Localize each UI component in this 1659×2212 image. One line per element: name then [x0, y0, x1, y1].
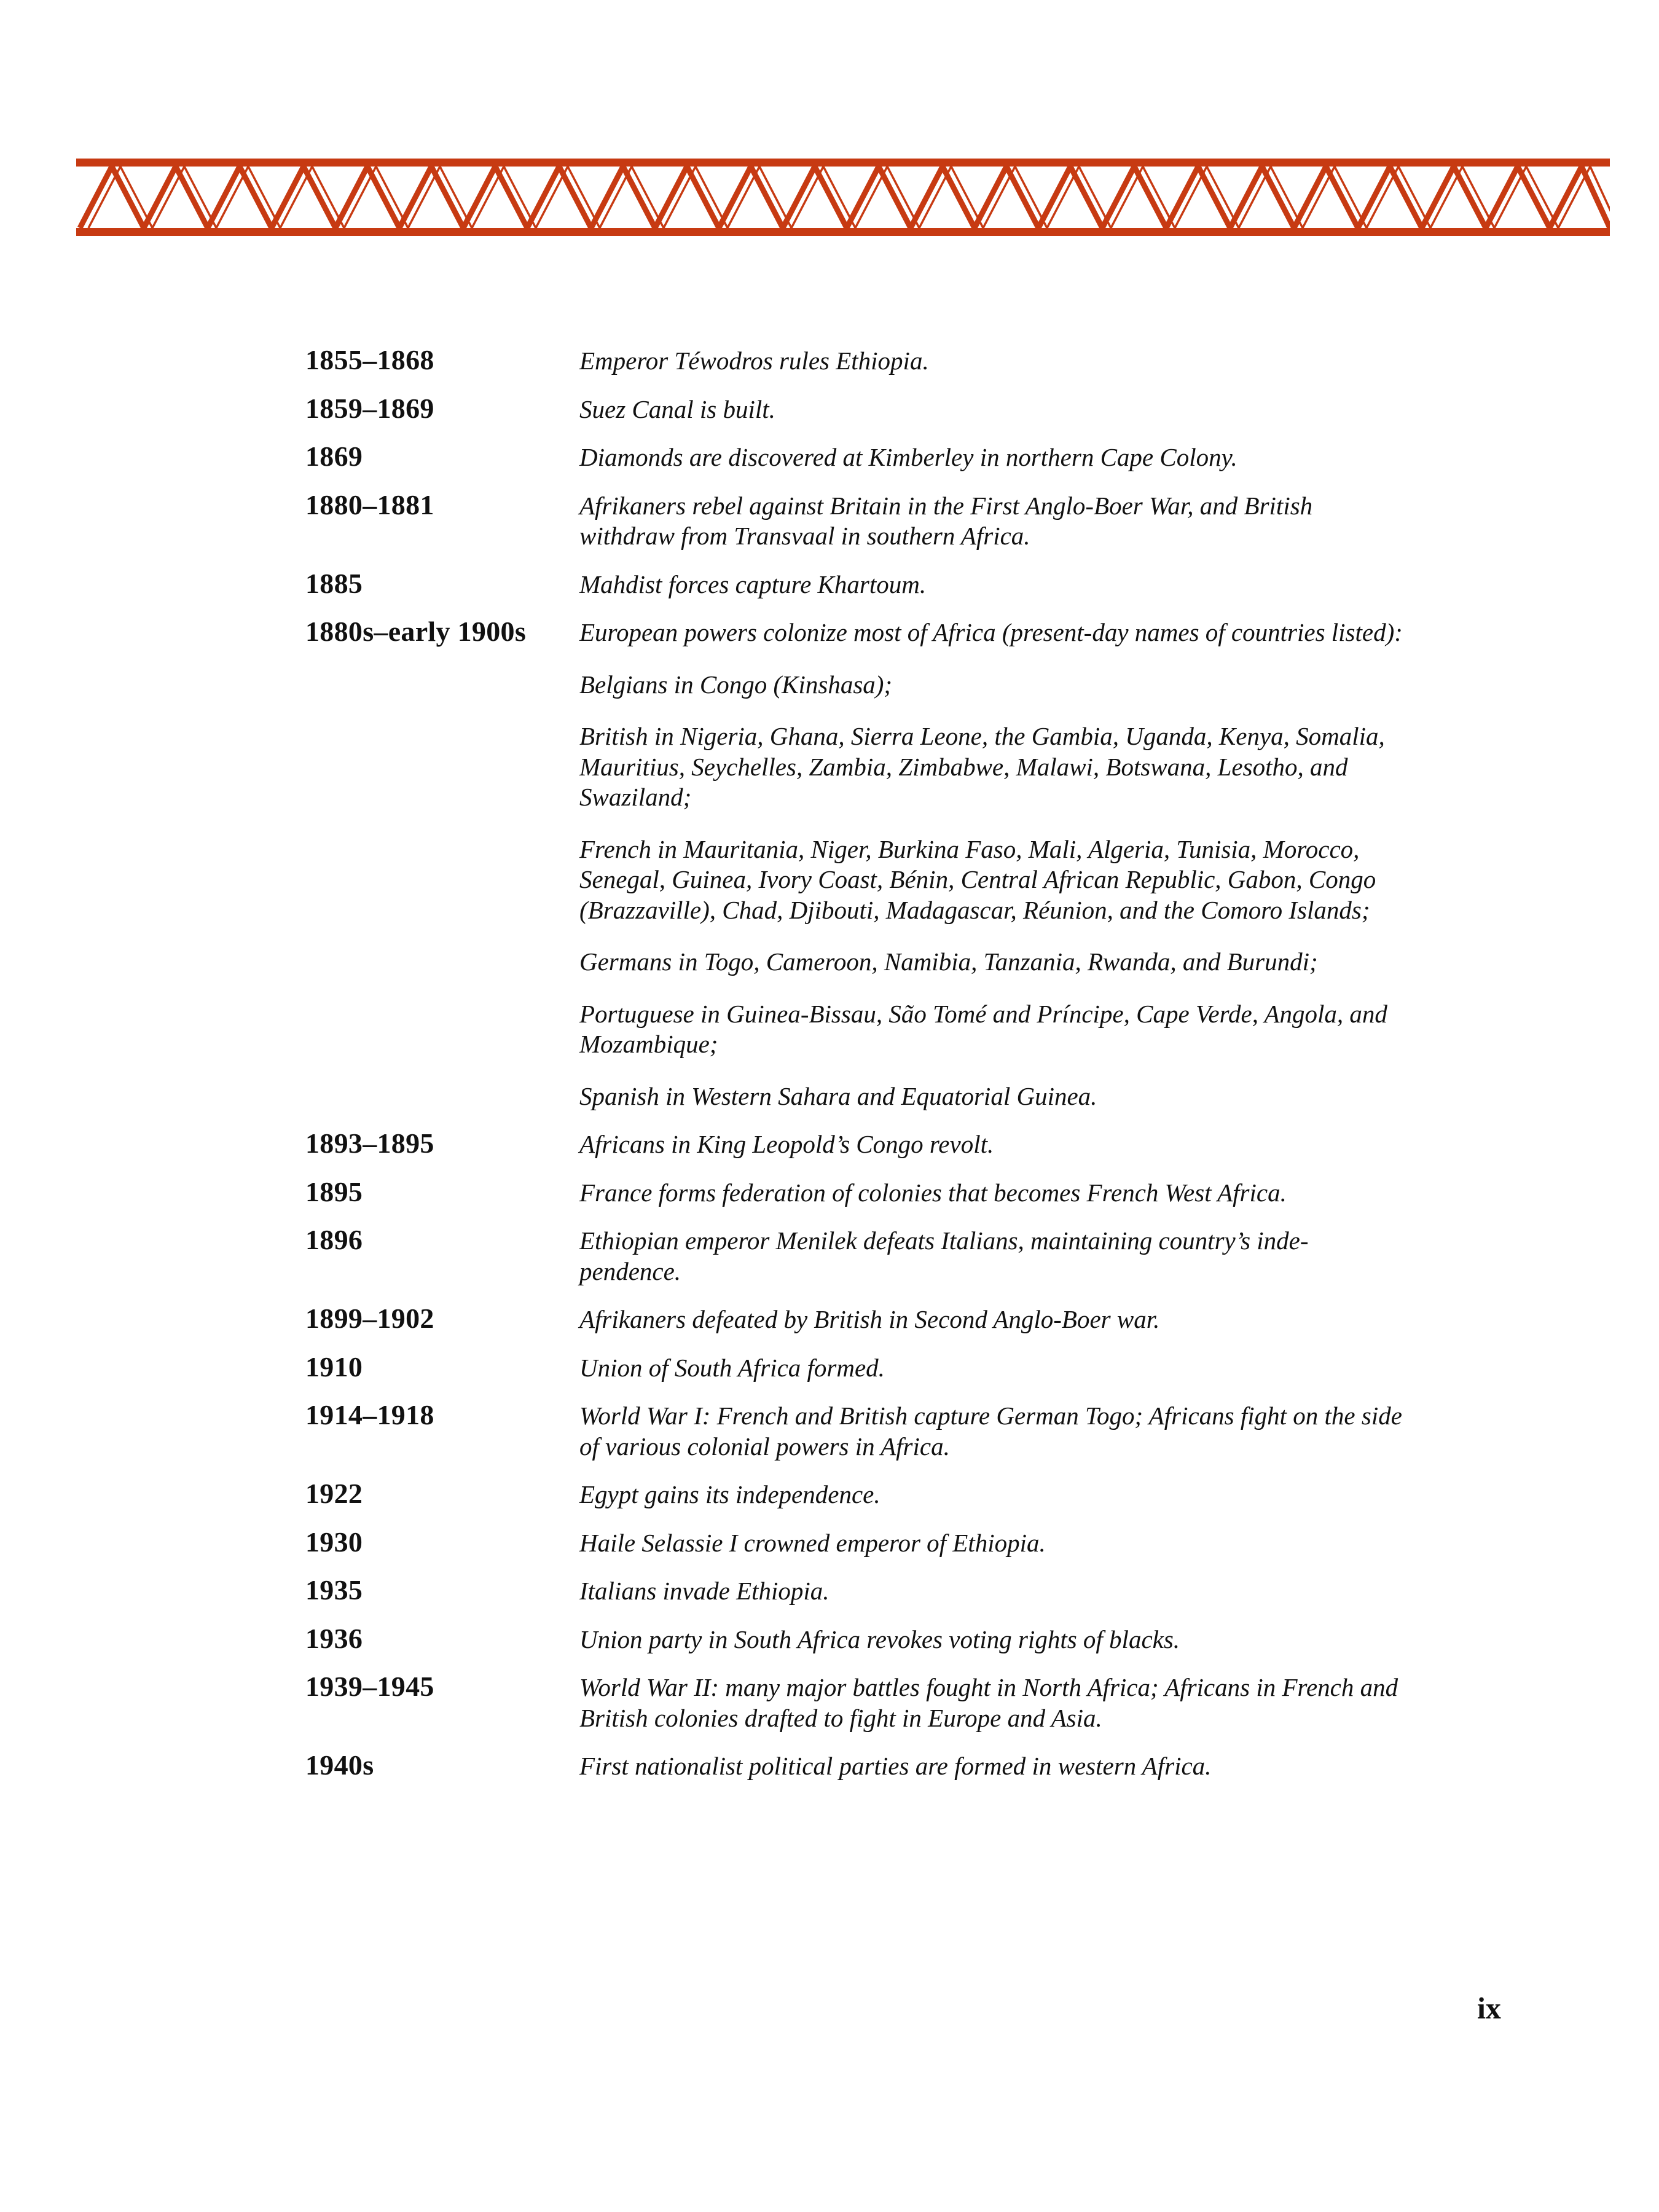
timeline-entry [305, 1672, 1411, 1733]
timeline-events [579, 1672, 1411, 1733]
timeline-entry [305, 1751, 1411, 1782]
timeline-year: 1922 [305, 1478, 363, 1509]
timeline-entry [305, 1177, 1411, 1209]
timeline-event-text: Egypt gains its independence. [579, 1480, 880, 1508]
timeline-event-text: Portuguese in Guinea-Bissau, São Tomé and Príncipe, Cape Verde, Angola, and Mozambique; [579, 999, 1387, 1058]
timeline-year: 1930 [305, 1526, 363, 1558]
timeline-year: 1895 [305, 1175, 363, 1207]
timeline-year: 1899–1902 [305, 1303, 434, 1334]
timeline-year: 1880s–early 1900s [305, 616, 527, 647]
timeline-event-text: World War I: French and British capture German Togo; Africans fight on the side of various colonial powers in Africa. [579, 1402, 1402, 1461]
timeline-events [579, 1624, 1411, 1655]
timeline-events [579, 1129, 1411, 1160]
timeline-entry [305, 1400, 1411, 1462]
timeline-events [579, 1575, 1411, 1607]
timeline-entry [305, 442, 1411, 473]
timeline-event-text: Africans in King Leopold’s Congo revolt. [579, 1130, 994, 1158]
timeline-entry [305, 1129, 1411, 1160]
timeline-entry [305, 1304, 1411, 1335]
timeline-events [579, 569, 1411, 600]
timeline-events [579, 442, 1411, 473]
zigzag-stroke [80, 167, 1610, 228]
timeline-events [579, 1225, 1411, 1287]
timeline-entry [305, 617, 1411, 1112]
timeline-events [579, 1177, 1411, 1209]
timeline-event-text: France forms federation of colonies that becomes French West Africa. [579, 1178, 1287, 1207]
timeline-event-text: Ethiopian emperor Menilek defeats Italians, maintaining country’s inde- pendence. [579, 1226, 1309, 1285]
timeline-event-text: World War II: many major battles fought in North Africa; Africans in French and British colonies drafted to fight in Europe and Asia. [579, 1673, 1398, 1732]
timeline-event-text: French in Mauritania, Niger, Burkina Faso, Mali, Algeria, Tunisia, Morocco, Senegal, Guinea, Ivory Coast, Bénin, Central African Republic, Gabon, Congo (Brazzaville), Chad, Djibouti, Madagascar, Réunion, and the Comoro Islands; [579, 834, 1376, 924]
timeline-event-text: First nationalist political parties are formed in western Africa. [579, 1752, 1212, 1780]
timeline-year: 1935 [305, 1574, 363, 1606]
timeline-event-text: Germans in Togo, Cameroon, Namibia, Tanzania, Rwanda, and Burundi; [579, 947, 1318, 976]
timeline-events [579, 1479, 1411, 1510]
timeline-events [579, 394, 1411, 425]
timeline-year: 1893–1895 [305, 1128, 434, 1159]
timeline-year: 1936 [305, 1622, 363, 1654]
timeline-event-text: Afrikaners rebel against Britain in the First Anglo-Boer War, and British withdraw from Transvaal in southern Africa. [579, 491, 1313, 550]
timeline-list [305, 345, 1411, 1799]
timeline-events [579, 1352, 1411, 1384]
decorative-zigzag-border [76, 159, 1610, 236]
timeline-events [579, 617, 1411, 1112]
timeline-entry [305, 1528, 1411, 1559]
timeline-events [579, 1528, 1411, 1559]
timeline-event-text: Union party in South Africa revokes voting rights of blacks. [579, 1625, 1180, 1653]
timeline-entry [305, 394, 1411, 425]
timeline-entry [305, 1479, 1411, 1510]
timeline-entry [305, 1575, 1411, 1607]
timeline-event-text: Haile Selassie I crowned emperor of Ethiopia. [579, 1528, 1046, 1557]
timeline-event-text: European powers colonize most of Africa (present-day names of countries listed): [579, 618, 1403, 646]
timeline-year: 1869 [305, 441, 363, 472]
timeline-event-text: Emperor Téwodros rules Ethiopia. [579, 347, 929, 375]
timeline-entry [305, 1352, 1411, 1384]
timeline-events [579, 490, 1411, 552]
timeline-event-text: Italians invade Ethiopia. [579, 1577, 830, 1605]
timeline-year: 1885 [305, 567, 363, 599]
timeline-event-text: Diamonds are discovered at Kimberley in northern Cape Colony. [579, 443, 1237, 471]
timeline-event-text: Belgians in Congo (Kinshasa); [579, 670, 893, 699]
timeline-entry [305, 569, 1411, 600]
timeline-events [579, 1751, 1411, 1782]
page-number: ix [1477, 1991, 1501, 2025]
timeline-year: 1914–1918 [305, 1399, 434, 1430]
timeline-event-text: Mahdist forces capture Khartoum. [579, 570, 927, 598]
timeline-year: 1855–1868 [305, 344, 434, 375]
timeline-entry [305, 345, 1411, 377]
timeline-year: 1940s [305, 1749, 374, 1781]
timeline-year: 1896 [305, 1224, 363, 1255]
timeline-year: 1939–1945 [305, 1671, 434, 1702]
timeline-events [579, 345, 1411, 377]
timeline-events [579, 1400, 1411, 1462]
timeline-year: 1880–1881 [305, 488, 434, 520]
timeline-event-text: Spanish in Western Sahara and Equatorial Guinea. [579, 1081, 1097, 1110]
timeline-event-text: Union of South Africa formed. [579, 1353, 885, 1382]
timeline-year: 1910 [305, 1351, 363, 1382]
timeline-events [579, 1304, 1411, 1335]
timeline-entry [305, 1624, 1411, 1655]
timeline-year: 1859–1869 [305, 392, 434, 424]
timeline-entry [305, 1225, 1411, 1287]
timeline-event-text: Afrikaners defeated by British in Second Anglo-Boer war. [579, 1305, 1160, 1333]
timeline-entry [305, 490, 1411, 552]
timeline-event-text: British in Nigeria, Ghana, Sierra Leone, the Gambia, Uganda, Kenya, Somalia, Mauritius, Seychelles, Zambia, Zimbabwe, Malawi, Botswana, Lesotho, and Swaziland; [579, 722, 1385, 811]
timeline-event-text: Suez Canal is built. [579, 394, 775, 423]
